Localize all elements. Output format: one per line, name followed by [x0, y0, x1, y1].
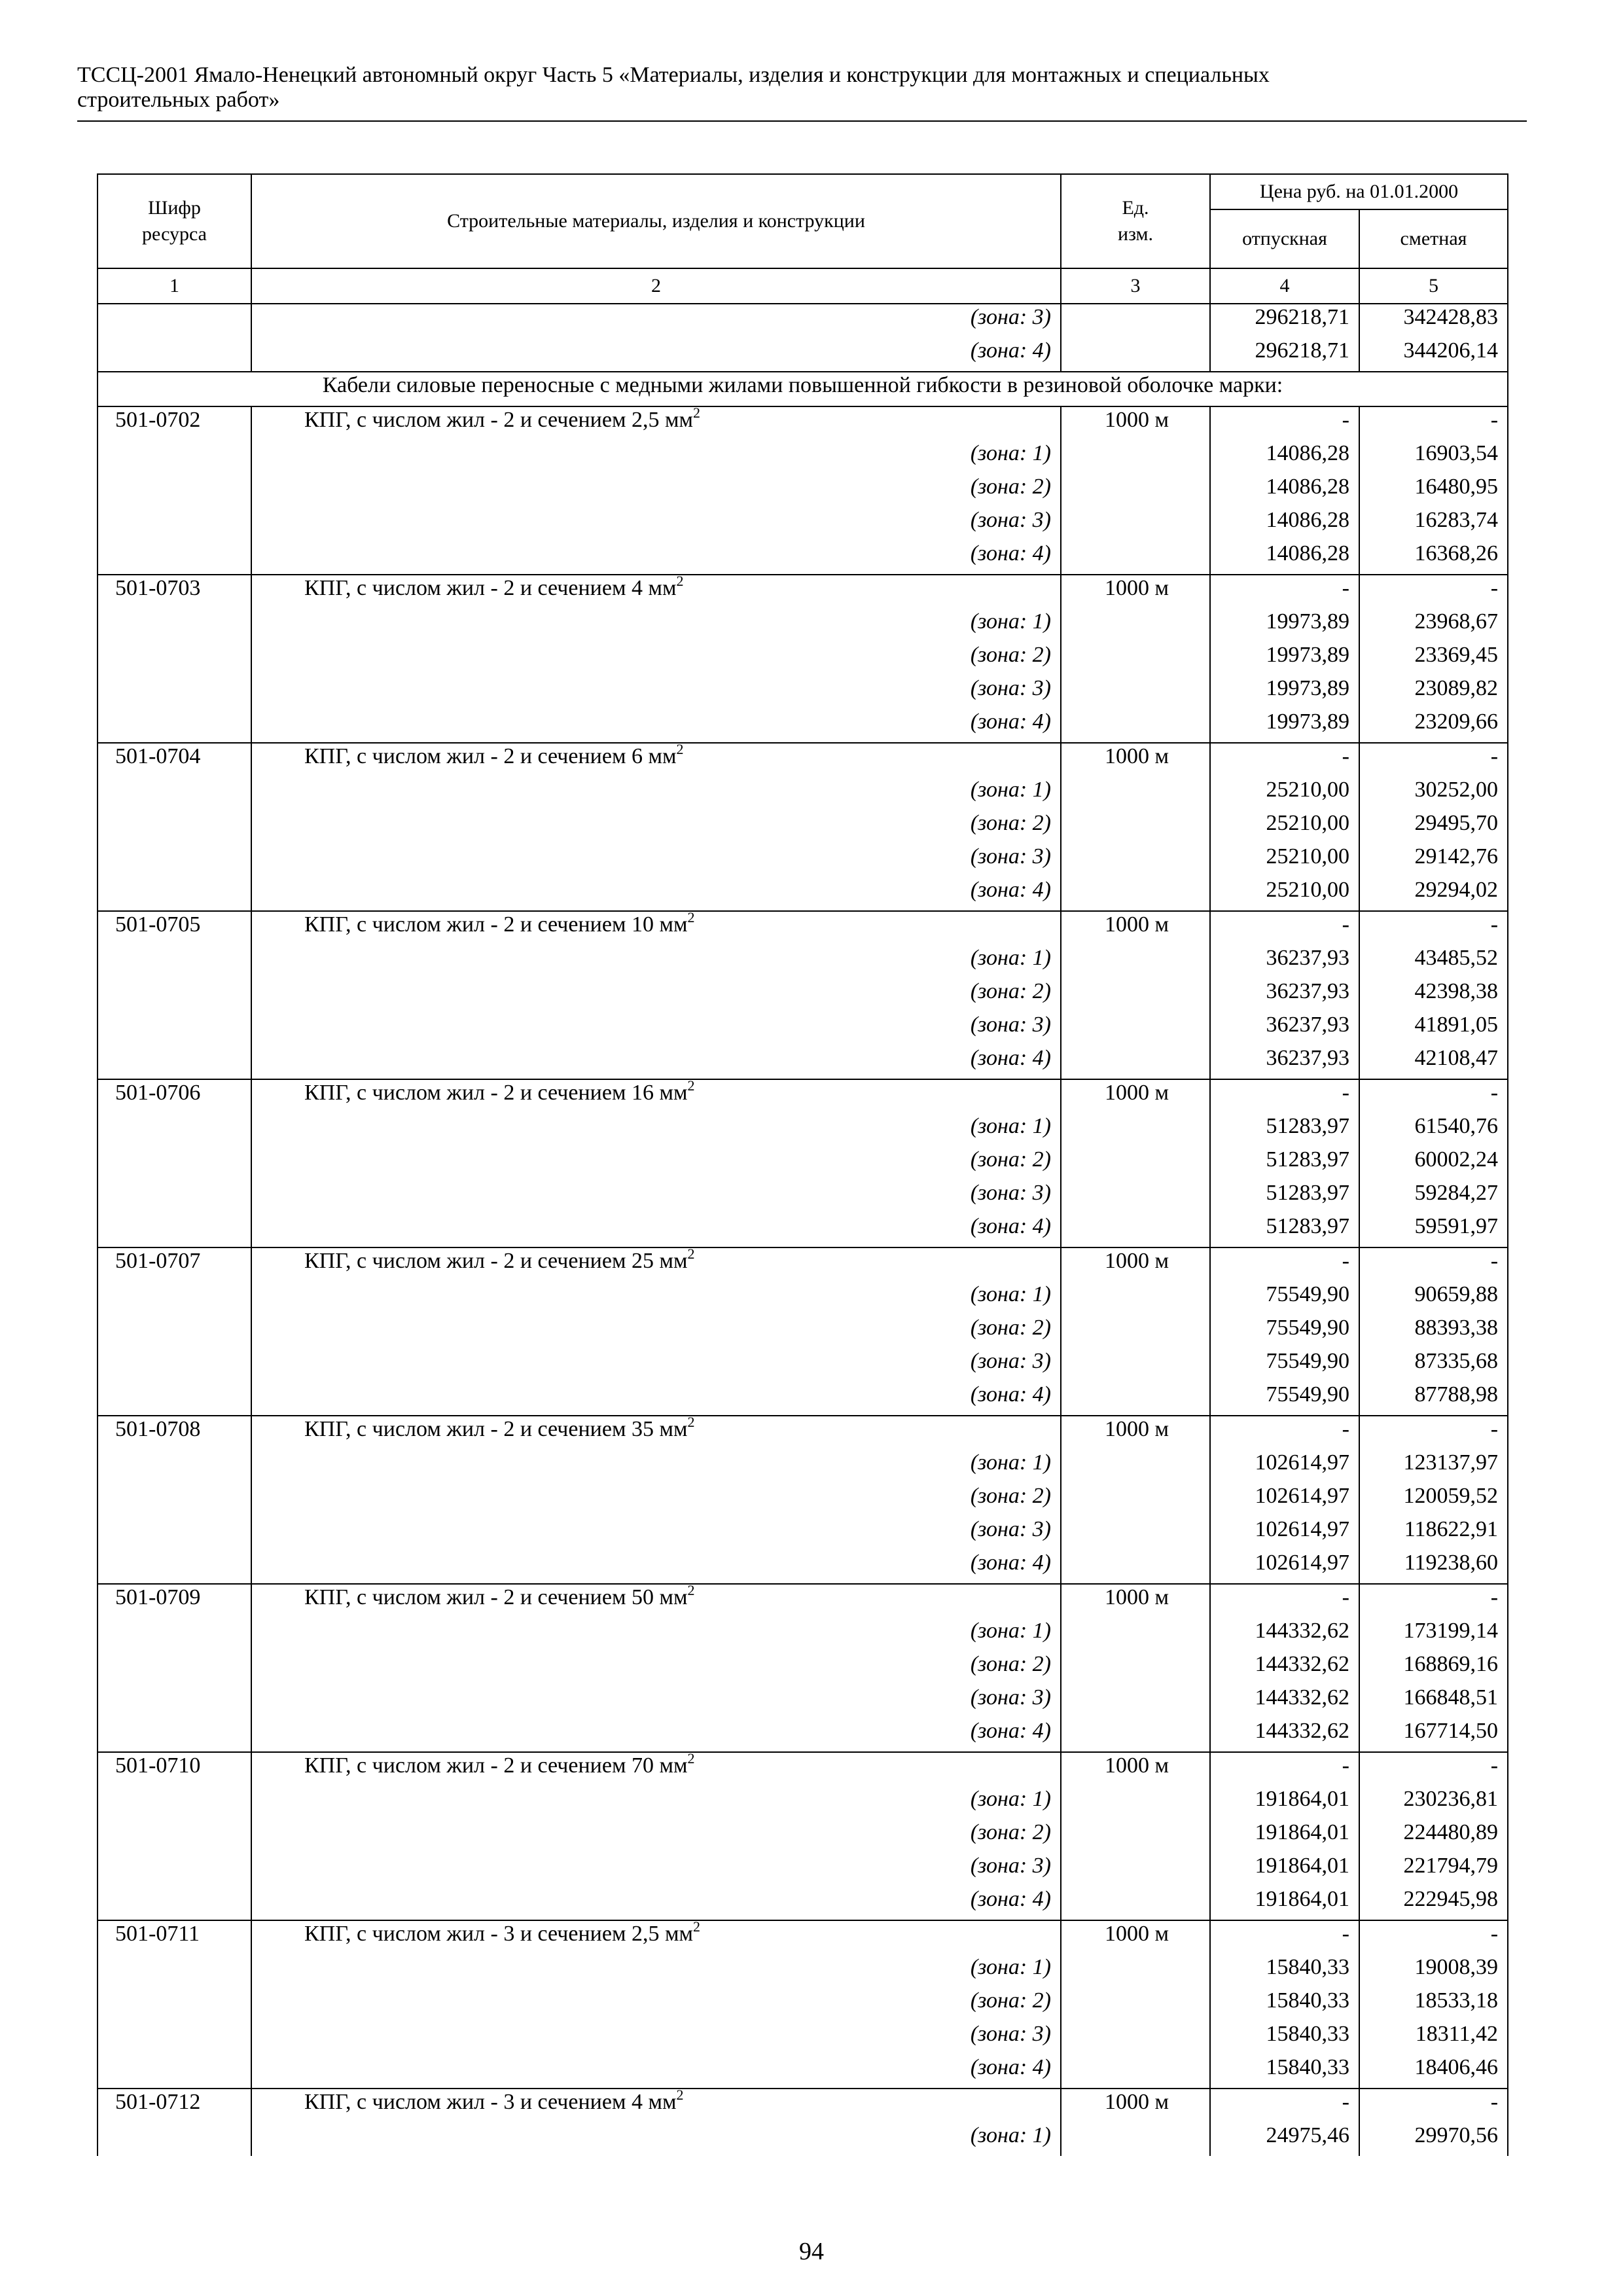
release-price: 36237,93	[1210, 978, 1359, 1012]
estimate-price: 118622,91	[1359, 1516, 1508, 1550]
table-row	[98, 440, 1508, 474]
zone-label: (зона: 3)	[251, 1180, 1061, 1213]
estimate-price: -	[1359, 1920, 1508, 1954]
estimate-price: 23968,67	[1359, 609, 1508, 642]
release-price: 75549,90	[1210, 1315, 1359, 1348]
table-body	[98, 304, 1508, 2156]
col-number-4: 4	[1210, 268, 1359, 304]
material-name-text: КПГ, с числом жил - 2 и сечением 4 мм	[304, 576, 677, 600]
table-row	[98, 1820, 1508, 1853]
zone-label: (зона: 4)	[251, 1382, 1061, 1416]
material-name-text: КПГ, с числом жил - 3 и сечением 2,5 мм	[304, 1922, 694, 1946]
zone-label: (зона: 3)	[251, 844, 1061, 877]
zone-label: (зона: 1)	[251, 1618, 1061, 1651]
resource-code: 501-0712	[98, 2089, 251, 2123]
table-row	[98, 1718, 1508, 1752]
zone-label: (зона: 1)	[251, 945, 1061, 978]
estimate-price: -	[1359, 1079, 1508, 1113]
estimate-price: 16368,26	[1359, 541, 1508, 575]
resource-code: 501-0707	[98, 1247, 251, 1282]
release-price: 14086,28	[1210, 474, 1359, 507]
estimate-price: 344206,14	[1359, 338, 1508, 372]
zone-label: (зона: 2)	[251, 1483, 1061, 1516]
table-row	[98, 406, 1508, 440]
table-row	[98, 777, 1508, 810]
release-price: 296218,71	[1210, 304, 1359, 338]
zone-label: (зона: 2)	[251, 1651, 1061, 1685]
zone-label: (зона: 3)	[251, 304, 1061, 338]
estimate-price: 60002,24	[1359, 1147, 1508, 1180]
resource-code: 501-0702	[98, 406, 251, 440]
unit-superscript: 2	[676, 741, 684, 757]
zone-label: (зона: 2)	[251, 1988, 1061, 2021]
material-name-text: КПГ, с числом жил - 2 и сечением 25 мм	[304, 1249, 688, 1273]
release-price: 36237,93	[1210, 1045, 1359, 1079]
resource-code: 501-0705	[98, 911, 251, 945]
table-row	[98, 1954, 1508, 1988]
unit: 1000 м	[1061, 1416, 1210, 1450]
unit: 1000 м	[1061, 1752, 1210, 1786]
table-row	[98, 1550, 1508, 1584]
estimate-price: -	[1359, 1416, 1508, 1450]
estimate-price: 18406,46	[1359, 2054, 1508, 2089]
zone-label: (зона: 3)	[251, 1853, 1061, 1886]
release-price: -	[1210, 2089, 1359, 2123]
table-row	[98, 1416, 1508, 1450]
release-price: 25210,00	[1210, 877, 1359, 911]
table-row	[98, 1045, 1508, 1079]
table-row	[98, 575, 1508, 609]
unit: 1000 м	[1061, 911, 1210, 945]
unit: 1000 м	[1061, 406, 1210, 440]
zone-label: (зона: 4)	[251, 541, 1061, 575]
estimate-price: 59591,97	[1359, 1213, 1508, 1247]
table-row	[98, 709, 1508, 743]
zone-label: (зона: 1)	[251, 777, 1061, 810]
release-price: 75549,90	[1210, 1282, 1359, 1315]
estimate-price: -	[1359, 2089, 1508, 2123]
unit: 1000 м	[1061, 1247, 1210, 1282]
table-row	[98, 1584, 1508, 1618]
estimate-price: 18533,18	[1359, 1988, 1508, 2021]
release-price: 102614,97	[1210, 1516, 1359, 1550]
zone-label: (зона: 1)	[251, 2123, 1061, 2156]
zone-label: (зона: 2)	[251, 642, 1061, 675]
release-price: 15840,33	[1210, 2054, 1359, 2089]
table-row	[98, 609, 1508, 642]
table-row	[98, 1516, 1508, 1550]
estimate-price: 43485,52	[1359, 945, 1508, 978]
header-divider	[77, 120, 1527, 122]
unit-superscript: 2	[687, 1246, 695, 1262]
table-row	[98, 304, 1508, 338]
unit-superscript: 2	[687, 1750, 695, 1767]
unit: 1000 м	[1061, 743, 1210, 777]
release-price: -	[1210, 1247, 1359, 1282]
zone-label: (зона: 1)	[251, 1113, 1061, 1147]
estimate-price: 167714,50	[1359, 1718, 1508, 1752]
estimate-price: 342428,83	[1359, 304, 1508, 338]
material-name-text: КПГ, с числом жил - 2 и сечением 16 мм	[304, 1081, 688, 1105]
release-price: -	[1210, 911, 1359, 945]
estimate-price: 23209,66	[1359, 709, 1508, 743]
zone-label: (зона: 4)	[251, 2054, 1061, 2089]
release-price: 51283,97	[1210, 1213, 1359, 1247]
estimate-price: 230236,81	[1359, 1786, 1508, 1820]
zone-label: (зона: 3)	[251, 2021, 1061, 2054]
estimate-price: 16283,74	[1359, 507, 1508, 541]
table-row	[98, 1348, 1508, 1382]
zone-label: (зона: 1)	[251, 609, 1061, 642]
zone-label: (зона: 3)	[251, 507, 1061, 541]
unit-superscript: 2	[693, 1918, 701, 1935]
release-price: 144332,62	[1210, 1651, 1359, 1685]
estimate-price: 29142,76	[1359, 844, 1508, 877]
release-price: -	[1210, 1584, 1359, 1618]
zone-label: (зона: 2)	[251, 810, 1061, 844]
table-row	[98, 675, 1508, 709]
section-row	[98, 372, 1508, 406]
table-row	[98, 1483, 1508, 1516]
material-name	[251, 743, 1061, 777]
header-unit: Ед. изм.	[1061, 174, 1210, 268]
table-row	[98, 1450, 1508, 1483]
release-price: -	[1210, 1752, 1359, 1786]
material-name	[251, 911, 1061, 945]
unit: 1000 м	[1061, 1584, 1210, 1618]
release-price: -	[1210, 743, 1359, 777]
unit: 1000 м	[1061, 1079, 1210, 1113]
material-name	[251, 1584, 1061, 1618]
release-price: 102614,97	[1210, 1450, 1359, 1483]
material-name	[251, 1416, 1061, 1450]
estimate-price: 90659,88	[1359, 1282, 1508, 1315]
release-price: -	[1210, 1416, 1359, 1450]
page-number: 94	[799, 2238, 824, 2265]
release-price: 19973,89	[1210, 709, 1359, 743]
material-name	[251, 1247, 1061, 1282]
table-row	[98, 1180, 1508, 1213]
table-row	[98, 474, 1508, 507]
estimate-price: 224480,89	[1359, 1820, 1508, 1853]
price-table	[97, 173, 1508, 2156]
release-price: -	[1210, 406, 1359, 440]
material-name-text: КПГ, с числом жил - 2 и сечением 50 мм	[304, 1585, 688, 1609]
estimate-price: 29294,02	[1359, 877, 1508, 911]
unit-superscript: 2	[687, 909, 695, 925]
table-row	[98, 1886, 1508, 1920]
table-row	[98, 1920, 1508, 1954]
unit-superscript: 2	[687, 1414, 695, 1430]
table-row	[98, 978, 1508, 1012]
resource-code: 501-0709	[98, 1584, 251, 1618]
zone-label: (зона: 1)	[251, 1954, 1061, 1988]
material-name-text: КПГ, с числом жил - 3 и сечением 4 мм	[304, 2090, 677, 2114]
estimate-price: -	[1359, 1247, 1508, 1282]
zone-label: (зона: 2)	[251, 1315, 1061, 1348]
estimate-price: 29495,70	[1359, 810, 1508, 844]
col-number-1: 1	[98, 268, 251, 304]
material-name	[251, 1079, 1061, 1113]
estimate-price: 88393,38	[1359, 1315, 1508, 1348]
estimate-price: 30252,00	[1359, 777, 1508, 810]
estimate-price: 123137,97	[1359, 1450, 1508, 1483]
release-price: 144332,62	[1210, 1618, 1359, 1651]
header-line-2: строительных работ»	[77, 88, 280, 112]
material-name	[251, 2089, 1061, 2123]
estimate-price: 16480,95	[1359, 474, 1508, 507]
table-row	[98, 1988, 1508, 2021]
header-release: отпускная	[1210, 209, 1359, 268]
material-name-text: КПГ, с числом жил - 2 и сечением 70 мм	[304, 1753, 688, 1778]
release-price: 51283,97	[1210, 1147, 1359, 1180]
resource-code: 501-0704	[98, 743, 251, 777]
table-row	[98, 743, 1508, 777]
table-row	[98, 1147, 1508, 1180]
release-price: 15840,33	[1210, 1954, 1359, 1988]
zone-label: (зона: 2)	[251, 474, 1061, 507]
release-price: 25210,00	[1210, 810, 1359, 844]
table-row	[98, 1315, 1508, 1348]
zone-label: (зона: 3)	[251, 1685, 1061, 1718]
section-title: Кабели силовые переносные с медными жилами повышенной гибкости в резиновой оболочке марки:	[98, 372, 1508, 406]
unit: 1000 м	[1061, 575, 1210, 609]
table-row	[98, 1282, 1508, 1315]
release-price: 191864,01	[1210, 1886, 1359, 1920]
header-name: Строительные материалы, изделия и конструкции	[251, 174, 1061, 268]
col-number-5: 5	[1359, 268, 1508, 304]
release-price: 19973,89	[1210, 675, 1359, 709]
release-price: 191864,01	[1210, 1820, 1359, 1853]
material-name	[251, 1920, 1061, 1954]
col-number-3: 3	[1061, 268, 1210, 304]
zone-label: (зона: 1)	[251, 1786, 1061, 1820]
col-number-2: 2	[251, 268, 1061, 304]
table-row	[98, 1213, 1508, 1247]
release-price: 14086,28	[1210, 541, 1359, 575]
material-name	[251, 1752, 1061, 1786]
estimate-price: 222945,98	[1359, 1886, 1508, 1920]
material-name-text: КПГ, с числом жил - 2 и сечением 35 мм	[304, 1417, 688, 1441]
header-estimate: сметная	[1359, 209, 1508, 268]
table-row	[98, 1786, 1508, 1820]
header-price: Цена руб. на 01.01.2000	[1210, 174, 1508, 209]
resource-code: 501-0703	[98, 575, 251, 609]
estimate-price: 61540,76	[1359, 1113, 1508, 1147]
release-price: -	[1210, 575, 1359, 609]
release-price: 15840,33	[1210, 2021, 1359, 2054]
zone-label: (зона: 1)	[251, 440, 1061, 474]
zone-label: (зона: 4)	[251, 338, 1061, 372]
release-price: 296218,71	[1210, 338, 1359, 372]
estimate-price: 16903,54	[1359, 440, 1508, 474]
estimate-price: 42398,38	[1359, 978, 1508, 1012]
estimate-price: 23089,82	[1359, 675, 1508, 709]
material-name-text: КПГ, с числом жил - 2 и сечением 10 мм	[304, 912, 688, 937]
table-row	[98, 911, 1508, 945]
zone-label: (зона: 1)	[251, 1282, 1061, 1315]
table-row	[98, 810, 1508, 844]
estimate-price: 119238,60	[1359, 1550, 1508, 1584]
zone-label: (зона: 4)	[251, 1045, 1061, 1079]
estimate-price: 42108,47	[1359, 1045, 1508, 1079]
release-price: 15840,33	[1210, 1988, 1359, 2021]
estimate-price: 168869,16	[1359, 1651, 1508, 1685]
estimate-price: -	[1359, 911, 1508, 945]
release-price: 144332,62	[1210, 1685, 1359, 1718]
material-name	[251, 406, 1061, 440]
zone-label: (зона: 3)	[251, 1012, 1061, 1045]
release-price: 19973,89	[1210, 642, 1359, 675]
release-price: 19973,89	[1210, 609, 1359, 642]
zone-label: (зона: 3)	[251, 1348, 1061, 1382]
table-row	[98, 945, 1508, 978]
material-name-text: КПГ, с числом жил - 2 и сечением 2,5 мм	[304, 408, 694, 432]
header-code: Шифр ресурса	[98, 174, 251, 268]
estimate-price: 221794,79	[1359, 1853, 1508, 1886]
estimate-price: 59284,27	[1359, 1180, 1508, 1213]
unit-superscript: 2	[693, 404, 701, 421]
unit-superscript: 2	[676, 573, 684, 589]
zone-label: (зона: 4)	[251, 1213, 1061, 1247]
estimate-price: 166848,51	[1359, 1685, 1508, 1718]
zone-label: (зона: 4)	[251, 1886, 1061, 1920]
table-row	[98, 2054, 1508, 2089]
release-price: 102614,97	[1210, 1550, 1359, 1584]
table-row	[98, 877, 1508, 911]
estimate-price: -	[1359, 1584, 1508, 1618]
estimate-price: 120059,52	[1359, 1483, 1508, 1516]
table-row	[98, 1752, 1508, 1786]
unit-superscript: 2	[687, 1077, 695, 1094]
table-row	[98, 1012, 1508, 1045]
table-row	[98, 844, 1508, 877]
release-price: 102614,97	[1210, 1483, 1359, 1516]
estimate-price: -	[1359, 743, 1508, 777]
table-row	[98, 1853, 1508, 1886]
document-header	[77, 63, 1527, 113]
unit-superscript: 2	[687, 1582, 695, 1598]
zone-label: (зона: 4)	[251, 1718, 1061, 1752]
zone-label: (зона: 3)	[251, 675, 1061, 709]
resource-code: 501-0708	[98, 1416, 251, 1450]
release-price: 144332,62	[1210, 1718, 1359, 1752]
zone-label: (зона: 4)	[251, 1550, 1061, 1584]
zone-label: (зона: 2)	[251, 978, 1061, 1012]
table-row	[98, 642, 1508, 675]
zone-label: (зона: 1)	[251, 1450, 1061, 1483]
release-price: 24975,46	[1210, 2123, 1359, 2156]
table-row	[98, 1113, 1508, 1147]
estimate-price: 18311,42	[1359, 2021, 1508, 2054]
release-price: 36237,93	[1210, 1012, 1359, 1045]
release-price: -	[1210, 1920, 1359, 1954]
release-price: 51283,97	[1210, 1113, 1359, 1147]
material-name	[251, 575, 1061, 609]
table-row	[98, 1382, 1508, 1416]
zone-label: (зона: 4)	[251, 877, 1061, 911]
estimate-price: 173199,14	[1359, 1618, 1508, 1651]
estimate-price: -	[1359, 406, 1508, 440]
unit-superscript: 2	[676, 2087, 684, 2103]
estimate-price: 87335,68	[1359, 1348, 1508, 1382]
zone-label: (зона: 3)	[251, 1516, 1061, 1550]
zone-label: (зона: 2)	[251, 1147, 1061, 1180]
table-row	[98, 2021, 1508, 2054]
table-row	[98, 1651, 1508, 1685]
table-row	[98, 338, 1508, 372]
release-price: 75549,90	[1210, 1348, 1359, 1382]
table-row	[98, 2089, 1508, 2123]
estimate-price: 23369,45	[1359, 642, 1508, 675]
estimate-price: 41891,05	[1359, 1012, 1508, 1045]
table-header	[98, 174, 1508, 304]
release-price: 191864,01	[1210, 1786, 1359, 1820]
table-row	[98, 541, 1508, 575]
estimate-price: 87788,98	[1359, 1382, 1508, 1416]
estimate-price: 29970,56	[1359, 2123, 1508, 2156]
release-price: 14086,28	[1210, 440, 1359, 474]
release-price: 51283,97	[1210, 1180, 1359, 1213]
table-row	[98, 1247, 1508, 1282]
release-price: 191864,01	[1210, 1853, 1359, 1886]
resource-code: 501-0711	[98, 1920, 251, 1954]
release-price: 25210,00	[1210, 777, 1359, 810]
zone-label: (зона: 2)	[251, 1820, 1061, 1853]
table-row	[98, 2123, 1508, 2156]
unit: 1000 м	[1061, 1920, 1210, 1954]
unit: 1000 м	[1061, 2089, 1210, 2123]
release-price: 36237,93	[1210, 945, 1359, 978]
table-row	[98, 507, 1508, 541]
material-name-text: КПГ, с числом жил - 2 и сечением 6 мм	[304, 744, 677, 768]
zone-label: (зона: 4)	[251, 709, 1061, 743]
release-price: -	[1210, 1079, 1359, 1113]
estimate-price: 19008,39	[1359, 1954, 1508, 1988]
estimate-price: -	[1359, 575, 1508, 609]
table-row	[98, 1079, 1508, 1113]
release-price: 75549,90	[1210, 1382, 1359, 1416]
estimate-price: -	[1359, 1752, 1508, 1786]
table-row	[98, 1685, 1508, 1718]
header-line-1: ТССЦ-2001 Ямало-Ненецкий автономный округ Часть 5 «Материалы, изделия и конструкции для монтажных и специальных	[77, 63, 1270, 87]
table-row	[98, 1618, 1508, 1651]
release-price: 14086,28	[1210, 507, 1359, 541]
resource-code: 501-0710	[98, 1752, 251, 1786]
release-price: 25210,00	[1210, 844, 1359, 877]
resource-code: 501-0706	[98, 1079, 251, 1113]
